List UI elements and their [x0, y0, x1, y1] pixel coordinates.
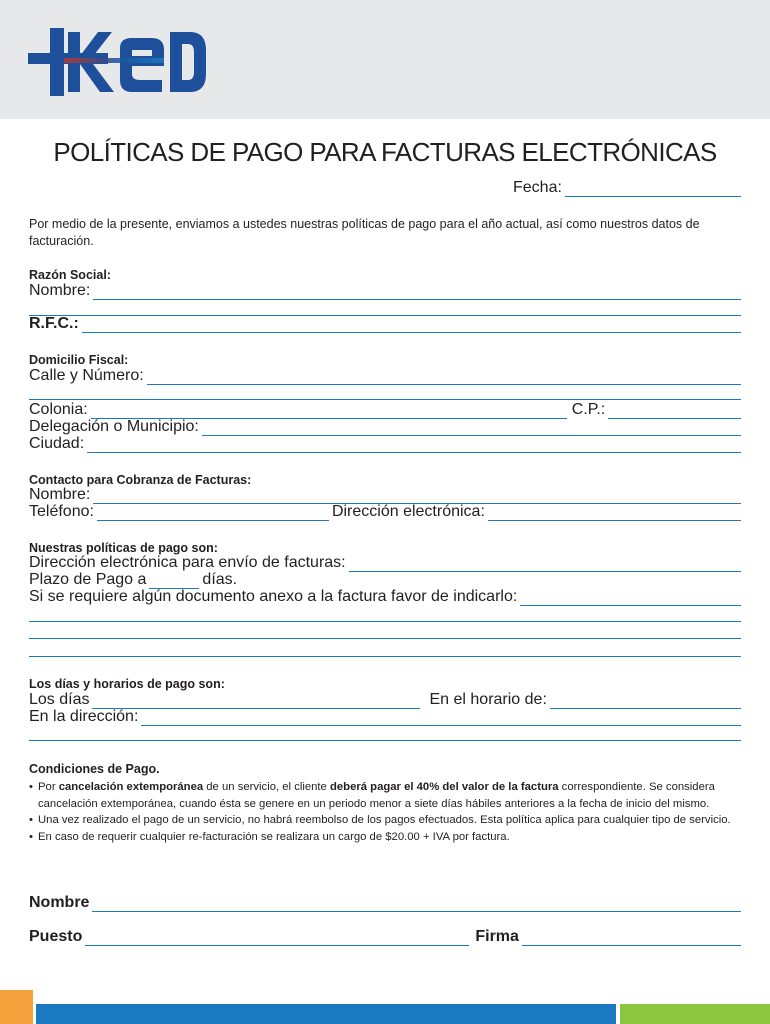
page-title: POLÍTICAS DE PAGO PARA FACTURAS ELECTRÓNICAS — [53, 137, 717, 167]
direccion-pago-field[interactable] — [141, 713, 741, 726]
razon-nombre-row — [29, 282, 741, 300]
documento-field[interactable] — [520, 593, 741, 606]
condicion-item-2: • Una vez realizado el pago de un servicio, no habrá reembolso de los pagos efectuados. Esta política aplica para cualquier tipo de servicio. — [29, 812, 741, 829]
ciudad-label: Ciudad: — [29, 435, 85, 452]
razon-nombre-label: Nombre: — [29, 282, 91, 299]
documento-row — [29, 588, 741, 606]
contacto-direccion-field[interactable] — [488, 508, 741, 521]
firma-nombre-row — [29, 894, 741, 912]
delegacion-label: Delegación o Municipio: — [29, 418, 199, 435]
telefono-label: Teléfono: — [29, 503, 94, 520]
calle-row — [29, 367, 741, 385]
footer-green-bar — [620, 1004, 770, 1024]
direccion-pago-label: En la dirección: — [29, 708, 139, 725]
plazo-label: Plazo de Pago a — [29, 571, 147, 588]
firma-label: Firma — [475, 928, 519, 945]
plazo-suffix: días. — [202, 571, 238, 588]
puesto-field[interactable] — [85, 933, 469, 946]
plazo-row — [29, 571, 329, 589]
firma-nombre-label: Nombre — [29, 894, 90, 911]
fecha-label: Fecha: — [513, 179, 562, 196]
footer-blue-bar — [36, 1004, 616, 1024]
condicion-item-3: • En caso de requerir cualquier re-facturación se realizara un cargo de $20.00 + IVA por factura. — [29, 829, 741, 846]
footer-orange-bar — [0, 990, 33, 1024]
contacto-nombre-row — [29, 486, 741, 504]
documento-label: Si se requiere algún documento anexo a la factura favor de indicarlo: — [29, 588, 518, 605]
envio-label: Dirección electrónica para envío de facturas: — [29, 554, 346, 571]
rfc-field[interactable] — [82, 320, 741, 333]
intro-paragraph: Por medio de la presente, enviamos a ustedes nuestras políticas de pago para el año actual, así como nuestros datos de facturación. — [29, 217, 700, 248]
ked-logo — [28, 28, 208, 96]
colonia-row — [29, 401, 741, 419]
contacto-nombre-label: Nombre: — [29, 486, 91, 503]
ciudad-field[interactable] — [87, 440, 741, 453]
firma-nombre-field[interactable] — [92, 899, 741, 912]
dias-label: Los días — [29, 691, 90, 708]
condiciones-heading: Condiciones de Pago. — [29, 762, 160, 776]
razon-extra-line[interactable] — [29, 315, 741, 316]
condicion-1-c: de un servicio, el cliente — [203, 781, 330, 793]
horario-label: En el horario de: — [429, 691, 547, 708]
direccion-pago-extra-line[interactable] — [29, 740, 741, 741]
rfc-label: R.F.C.: — [29, 315, 79, 332]
envio-row — [29, 554, 741, 572]
cp-label: C.P.: — [571, 401, 606, 418]
ciudad-row — [29, 435, 741, 453]
domicilio-heading: Domicilio Fiscal: — [29, 353, 129, 367]
fecha-field[interactable] — [565, 184, 741, 197]
header-band — [0, 0, 770, 119]
calle-field[interactable] — [147, 372, 741, 385]
razon-nombre-field[interactable] — [93, 287, 741, 300]
condicion-1-a: Por — [38, 781, 59, 793]
dias-row — [29, 691, 741, 709]
horario-field[interactable] — [550, 696, 741, 709]
telefono-field[interactable] — [97, 508, 329, 521]
condicion-item-1 — [29, 779, 741, 812]
condiciones-list — [29, 779, 741, 845]
fecha-row — [513, 179, 741, 197]
puesto-row — [29, 928, 741, 946]
condicion-1-e: correspondiente. Se considera cancelación extemporánea, cuando ésta se genere en un periodo menor a siete días hábiles anteriores a la fecha de inicio del mismo. — [38, 781, 715, 810]
colonia-label: Colonia: — [29, 401, 88, 418]
rfc-row — [29, 315, 741, 333]
condicion-1-d: deberá pagar el 40% del valor de la factura — [329, 781, 559, 793]
cp-field[interactable] — [608, 406, 741, 419]
firma-field[interactable] — [522, 933, 741, 946]
envio-field[interactable] — [349, 559, 741, 572]
documento-extra-line-3[interactable] — [29, 656, 741, 657]
politicas-heading: Nuestras políticas de pago son: — [29, 541, 218, 555]
documento-extra-line-2[interactable] — [29, 638, 741, 639]
razon-social-heading: Razón Social: — [29, 268, 111, 282]
puesto-label: Puesto — [29, 928, 83, 945]
telefono-row — [29, 503, 741, 521]
direccion-pago-row — [29, 708, 741, 726]
condicion-1-b: cancelación extemporánea — [58, 781, 204, 793]
logo-text: KED — [28, 28, 31, 29]
calle-extra-line[interactable] — [29, 399, 741, 400]
calle-label: Calle y Número: — [29, 367, 144, 384]
documento-extra-line-1[interactable] — [29, 621, 741, 622]
contacto-heading: Contacto para Cobranza de Facturas: — [29, 473, 252, 487]
delegacion-field[interactable] — [202, 423, 741, 436]
delegacion-row — [29, 418, 741, 436]
horarios-heading: Los días y horarios de pago son: — [29, 677, 225, 691]
dias-field[interactable] — [92, 696, 420, 709]
contacto-direccion-label: Dirección electrónica: — [331, 503, 485, 520]
